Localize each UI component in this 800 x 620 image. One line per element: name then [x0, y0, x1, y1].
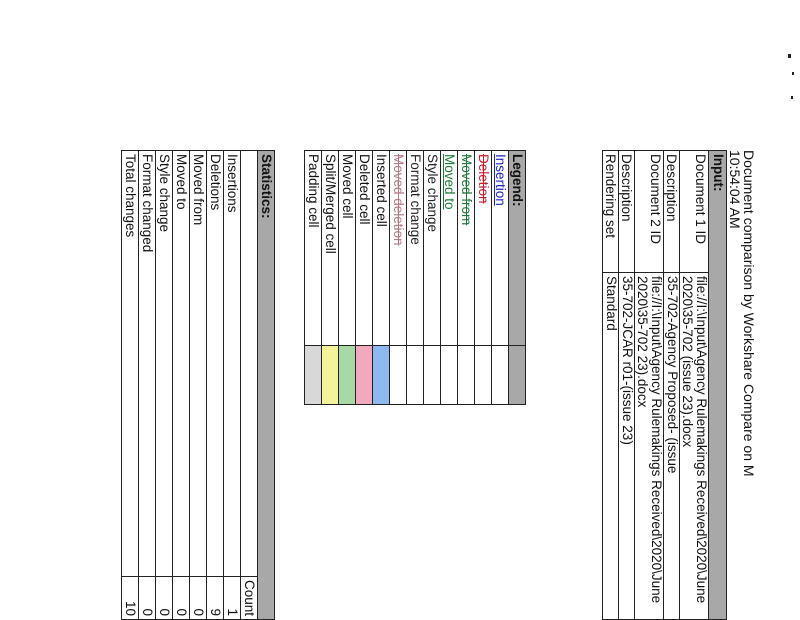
legend-item-text: Moved deletion: [391, 154, 406, 246]
input-row-value: 35-702-Agency Proposed- (issue: [664, 273, 680, 620]
legend-row: [356, 151, 373, 405]
legend-item-label: [390, 151, 407, 346]
input-row: [603, 151, 619, 620]
legend-row: [407, 151, 424, 405]
legend-color-swatch: [305, 346, 322, 405]
statistics-row: [156, 151, 173, 620]
legend-item-label: [424, 151, 441, 346]
legend-header: Legend:: [509, 151, 526, 346]
statistics-row-label: Moved to: [173, 151, 190, 577]
input-table: [602, 150, 727, 620]
statistics-header: Statistics:: [258, 151, 275, 620]
input-row-value: 35-702-JCAR r01-(issue 23): [619, 273, 635, 620]
input-rows: [603, 151, 709, 620]
statistics-row: [207, 151, 224, 620]
statistics-row: [224, 151, 241, 620]
legend-item-label: [339, 151, 356, 346]
input-row: [619, 151, 635, 620]
legend-color-swatch: [441, 346, 458, 405]
statistics-count-row: [241, 151, 258, 620]
statistics-row: [173, 151, 190, 620]
legend-item-text: Format change: [408, 154, 423, 245]
legend-item-label: [322, 151, 339, 346]
legend-color-swatch: [458, 346, 475, 405]
statistics-row-value: 1: [224, 576, 241, 619]
legend-item-label: [458, 151, 475, 346]
legend-rows: [305, 151, 509, 405]
legend-item-text: Style change: [425, 154, 440, 233]
legend-color-swatch: [356, 346, 373, 405]
legend-item-text: Moved to: [442, 154, 457, 210]
legend-table: [304, 150, 526, 405]
legend-row: [339, 151, 356, 405]
statistics-row: [122, 151, 139, 620]
statistics-row-label: Insertions: [224, 151, 241, 577]
input-row-label: Document 1 ID: [680, 151, 709, 273]
legend-item-text: Insertion: [493, 154, 508, 206]
statistics-row-label: Moved from: [190, 151, 207, 577]
input-row-label: Description: [664, 151, 680, 273]
statistics-row-value: 0: [156, 576, 173, 619]
legend-item-text: Inserted cell: [374, 154, 389, 227]
statistics-row-value: 9: [207, 576, 224, 619]
legend-header-swatch: [509, 346, 526, 405]
statistics-row: [190, 151, 207, 620]
legend-color-swatch: [492, 346, 509, 405]
statistics-row: [139, 151, 156, 620]
input-row-value: file://I:\Input\Agency Rulemakings Received\2020\June 2020\35-702 (issue 23).docx: [680, 273, 709, 620]
legend-item-text: Moved cell: [340, 154, 355, 219]
statistics-row-value: 0: [173, 576, 190, 619]
input-row-value: Standard: [603, 273, 619, 620]
legend-row: [492, 151, 509, 405]
legend-row: [424, 151, 441, 405]
legend-row: [390, 151, 407, 405]
legend-item-text: Moved from: [459, 154, 474, 226]
legend-item-text: Deletion: [476, 154, 491, 204]
legend-item-label: [407, 151, 424, 346]
document-title: Document comparison by Workshare Compare on M 10:54:04 AM: [727, 150, 757, 477]
statistics-row-value: 0: [139, 576, 156, 619]
legend-color-swatch: [390, 346, 407, 405]
legend-item-label: [441, 151, 458, 346]
input-row: [680, 151, 709, 620]
input-row-value: file://I:\Input\Agency Rulemakings Received\2020\June 2020\35-702 23).docx: [635, 273, 664, 620]
legend-row: [475, 151, 492, 405]
input-row: [664, 151, 680, 620]
statistics-row-label: Format changed: [139, 151, 156, 577]
legend-row: [305, 151, 322, 405]
legend-item-text: Padding cell: [306, 154, 321, 228]
statistics-rows: [122, 151, 241, 620]
legend-item-label: [475, 151, 492, 346]
legend-item-label: [492, 151, 509, 346]
legend-item-label: [305, 151, 322, 346]
legend-color-swatch: [373, 346, 390, 405]
legend-color-swatch: [424, 346, 441, 405]
statistics-row-value: 0: [190, 576, 207, 619]
statistics-row-label: Style change: [156, 151, 173, 577]
scan-speck: [788, 54, 791, 58]
legend-item-text: Deleted cell: [357, 154, 372, 225]
statistics-row-label: Deletions: [207, 151, 224, 577]
statistics-table: [121, 150, 275, 620]
input-row-label: Rendering set: [603, 151, 619, 273]
scan-speck: [792, 72, 794, 75]
legend-item-text: Split/Merged cell: [323, 154, 338, 254]
legend-item-label: [373, 151, 390, 346]
statistics-row-value: 10: [122, 576, 139, 619]
input-header: Input:: [709, 151, 727, 620]
scan-speck: [791, 96, 793, 99]
input-row: [635, 151, 664, 620]
input-row-label: Document 2 ID: [635, 151, 664, 273]
input-row-label: Description: [619, 151, 635, 273]
statistics-count-label: Count: [241, 576, 258, 619]
statistics-row-label: Total changes: [122, 151, 139, 577]
legend-row: [373, 151, 390, 405]
legend-color-swatch: [322, 346, 339, 405]
legend-color-swatch: [475, 346, 492, 405]
statistics-empty-label: [241, 151, 258, 577]
legend-color-swatch: [339, 346, 356, 405]
legend-item-label: [356, 151, 373, 346]
legend-row: [458, 151, 475, 405]
legend-row: [322, 151, 339, 405]
legend-color-swatch: [407, 346, 424, 405]
legend-row: [441, 151, 458, 405]
